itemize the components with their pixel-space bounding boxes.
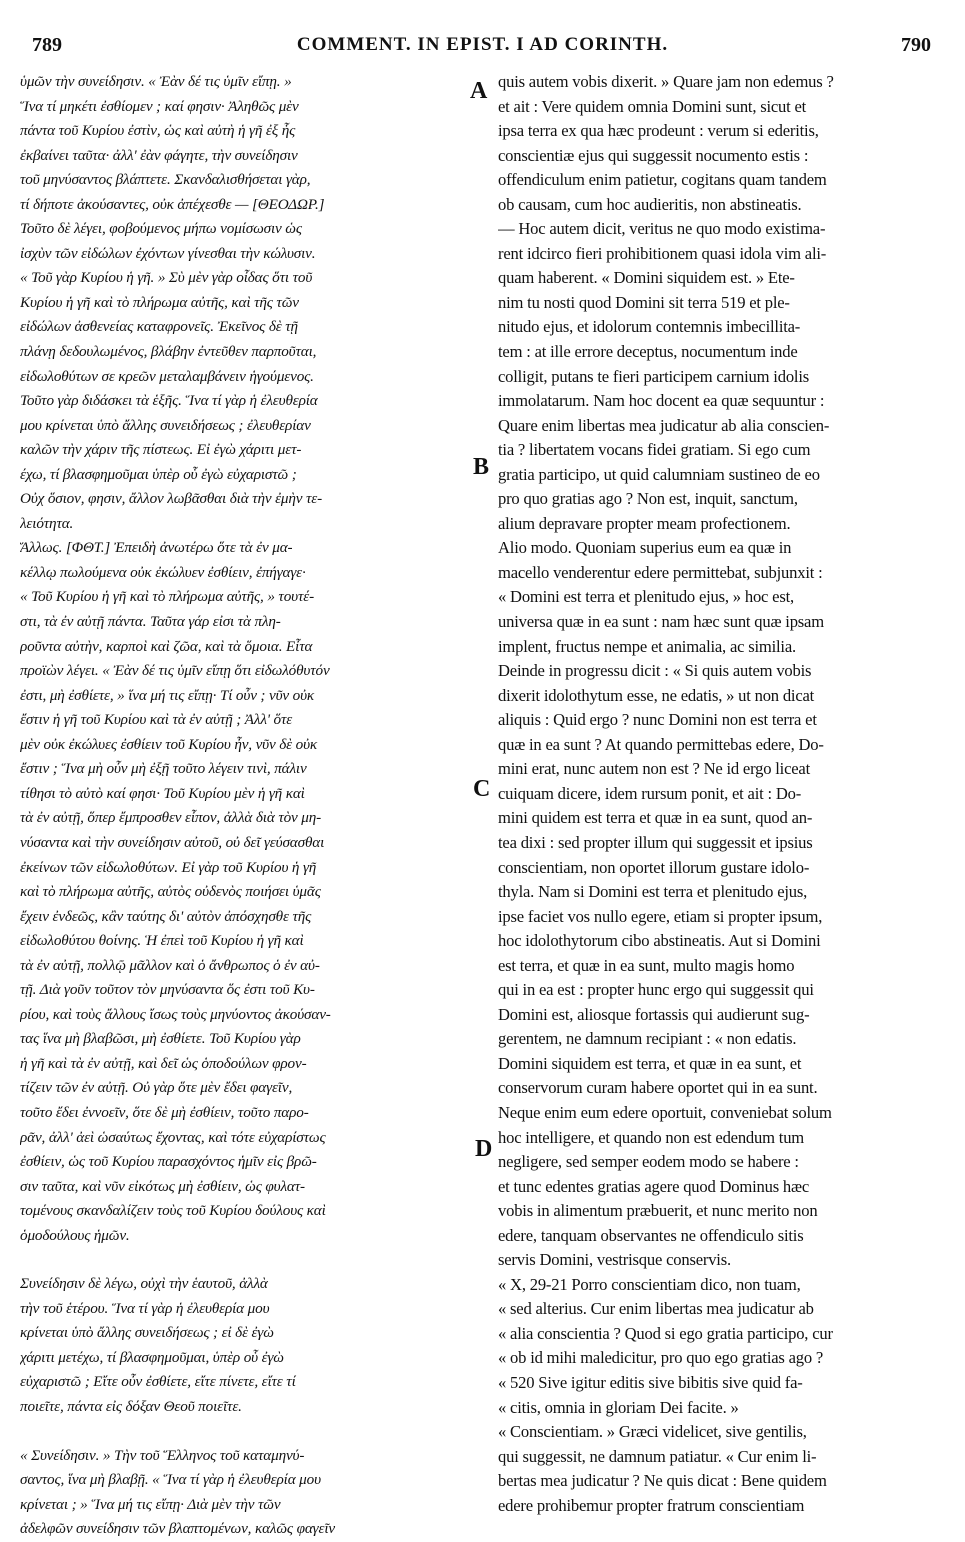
- greek-line: τοῦτο ἔδει ἐννοεῖν, ὅτε δὲ μὴ ἐσθίειν, τοῦτο παρο-: [20, 1103, 309, 1121]
- latin-line: « X, 29-21 Porro conscientiam dico, non tuam,: [498, 1274, 801, 1294]
- latin-line: Neque enim eum edere oportuit, conveniebat solum: [498, 1102, 832, 1122]
- greek-line: νύσαντα καὶ τὴν συνείδησιν αὐτοῦ, οὐ δεῖ γεύσασθαι: [20, 833, 325, 851]
- greek-line: εὐχαριστῶ ; Εἴτε οὖν ἐσθίετε, εἴτε πίνετε, εἴτε τί: [20, 1373, 296, 1391]
- running-header: [0, 34, 965, 60]
- greek-line: ἡ γῆ καὶ τὰ ἐν αὐτῇ, καὶ δεῖ ὡς ὁποδούλων φρον-: [20, 1054, 307, 1072]
- latin-line: qui suggessit, ne damnum patiatur. « Cur enim li-: [498, 1446, 817, 1466]
- greek-line: εἰδωλοθύτων σε κρεῶν μεταλαμβάνειν ἡγούμενος.: [20, 367, 314, 385]
- latin-line: — Hoc autem dicit, veritus ne quo modo existima-: [498, 219, 826, 239]
- latin-line: Domini est, aliosque fortassis qui audierunt sug-: [498, 1004, 810, 1024]
- greek-line: χάριτι μετέχω, τί βλασφημοῦμαι, ὑπὲρ οὗ ἐγὼ: [20, 1348, 284, 1366]
- greek-line: τοῦ μηνύσαντος βλάπτετε. Σκανδαλισθήσεται γὰρ,: [20, 171, 311, 189]
- latin-line: conservorum curam habere oportet qui in ea sunt.: [498, 1078, 818, 1098]
- greek-line: τῇ. Διὰ γοῦν τοῦτον τὸν μηνύσαντα ὅς ἐστι τοῦ Κυ-: [20, 981, 315, 999]
- latin-line: offendiculum enim patietur, cogitans quam tandem: [498, 170, 827, 190]
- block-gap: [20, 1420, 476, 1444]
- latin-line: Deinde in progressu dicit : « Si quis autem vobis: [498, 661, 812, 681]
- greek-line: τὴν τοῦ ἑτέρου. Ἵνα τί γὰρ ἡ ἐλευθερία μου: [20, 1299, 270, 1317]
- greek-block: [20, 1444, 476, 1542]
- latin-line: « Domini est terra et plenitudo ejus, » hoc est,: [498, 587, 794, 607]
- greek-line: μου κρίνεται ὑπὸ ἄλλης συνειδήσεως ; ἐλευθερίαν: [20, 416, 311, 434]
- greek-line: ἰσχὺν τῶν εἰδώλων ἐχόντων γίνεσθαι τὴν κώλυσιν.: [20, 244, 316, 262]
- greek-line: καλῶν τὴν χάριν τῆς πίστεως. Εἰ ἐγὼ χάριτι μετ-: [20, 441, 302, 459]
- latin-line: « alia conscientia ? Quod si ego gratia participo, cur: [498, 1323, 833, 1343]
- latin-line: vobis in alimentum præbuerit, et nunc merito non: [498, 1201, 818, 1221]
- greek-line: τίζειν τῶν ἐν αὐτῇ. Οὐ γὰρ ὅτε μὲν ἔδει φαγεῖν,: [20, 1079, 293, 1097]
- page-number-left: 789: [32, 34, 62, 56]
- greek-line: ἐστι, μὴ ἐσθίετε, » ἵνα μή τις εἴπῃ· Τί οὖν ; νῦν οὐκ: [20, 686, 315, 704]
- latin-line: tia ? libertatem vocans fidei gratiam. Si ego cum: [498, 440, 811, 460]
- greek-column: [20, 70, 476, 1542]
- greek-line: ὁμοδούλους ἡμῶν.: [20, 1226, 130, 1244]
- latin-line: est terra, et quæ in ea sunt, multo magis homo: [498, 955, 795, 975]
- greek-line: « Συνείδησιν. » Τὴν τοῦ Ἕλληνος τοῦ καταμηνύ-: [20, 1446, 305, 1464]
- greek-block: [20, 1272, 476, 1419]
- greek-line: « Τοῦ Κυρίου ἡ γῆ καὶ τὸ πλήρωμα αὐτῆς, » τουτέ-: [20, 588, 315, 606]
- greek-line: ἔχειν ἐνδεῶς, κἂν ταύτης δι' αὐτὸν ἀπόσχησθε τῆς: [20, 907, 312, 925]
- greek-line: τὰ ἐν αὐτῇ, ὅπερ ἔμπροσθεν εἶπον, ἀλλὰ διὰ τὸν μη-: [20, 809, 322, 827]
- latin-line: thyla. Nam si Domini est terra et plenitudo ejus,: [498, 882, 808, 902]
- latin-line: Alio modo. Quoniam superius eum ea quæ in: [498, 538, 792, 558]
- latin-line: bertas mea judicatur ? Ne quis dicat : Bene quidem: [498, 1471, 827, 1491]
- greek-line: κρίνεται ; » Ἵνα μή τις εἴπῃ· Διὰ μὲν τὴν τῶν: [20, 1495, 281, 1513]
- greek-block: [20, 70, 476, 1248]
- latin-line: quam haberent. « Domini siquidem est. » Ete-: [498, 268, 795, 288]
- page-number-right: 790: [901, 34, 931, 56]
- latin-line: quæ in ea sunt ? At quando permittebas edere, Do-: [498, 734, 824, 754]
- greek-line: Οὐχ ὅσιον, φησιν, ἄλλον λωβᾶσθαι διὰ τὴν ἐμὴν τε-: [20, 490, 323, 508]
- latin-line: hoc intelligere, et quando non est edendum tum: [498, 1127, 805, 1147]
- greek-line: ἔστιν ἡ γῆ τοῦ Κυρίου καὶ τὰ ἐν αὐτῇ ; Ἀλλ' ὅτε: [20, 711, 293, 729]
- greek-line: σιν ταῦτα, καὶ νῦν εἰκότως μὴ ἐσθίειν, ὡς φυλατ-: [20, 1177, 305, 1195]
- latin-line: hoc idolothytorum cibo abstineatis. Aut si Domini: [498, 931, 821, 951]
- running-title: COMMENT. IN EPIST. I AD CORINTH.: [296, 34, 669, 55]
- latin-line: aliquis : Quid ergo ? nunc Domini non est terra et: [498, 710, 817, 730]
- latin-line: ipsa terra ex qua hæc prodeunt : verum si ederitis,: [498, 121, 819, 141]
- latin-column: [498, 70, 928, 1518]
- greek-line: τί δήποτε ἀκούσαντες, οὐκ ἀπέχεσθε — [ΘΕΟΔΩΡ.]: [20, 195, 325, 213]
- greek-line: πλάνῃ δεδουλωμένος, βλάβην ἐντεῦθεν παρποῦται,: [20, 343, 317, 361]
- greek-line: τὰ ἐν αὐτῇ, πολλῷ μᾶλλον καὶ ὁ ἄνθρωπος ὁ ἐν αὐ-: [20, 956, 320, 974]
- greek-line: μὲν οὐκ ἐκώλυες ἐσθίειν τοῦ Κυρίου ἦν, νῦν δὲ οὐκ: [20, 735, 318, 753]
- section-marker-d: D: [475, 1136, 493, 1162]
- greek-line: καὶ τὸ πλήρωμα αὐτῆς, αὐτὸς οὐδενὸς ποιήσει ὑμᾶς: [20, 883, 321, 901]
- greek-line: προϊὼν λέγει. « Ἐὰν δέ τις ὑμῖν εἴπῃ ὅτι εἰδωλόθυτόν: [20, 662, 330, 680]
- section-marker-c: C: [473, 776, 491, 802]
- greek-line: τομένους σκανδαλίζειν τοὺς τοῦ Κυρίου δούλους καὶ: [20, 1202, 326, 1220]
- latin-line: rent idcirco fieri prohibitionem quasi idola vim ali-: [498, 243, 827, 263]
- latin-line: gratia participo, ut quid calumniam sustineo de eo: [498, 464, 820, 484]
- latin-line: implent, fructus nempe et animalia, ac similia.: [498, 636, 796, 656]
- greek-line: κέλλῳ πωλούμενα οὐκ ἐκώλυεν ἐσθίειν, ἐπήγαγε·: [20, 563, 306, 581]
- latin-line: negligere, sed semper eodem modo se habere :: [498, 1152, 799, 1172]
- latin-line: pro quo gratias ago ? Non est, inquit, sanctum,: [498, 489, 798, 509]
- greek-line: σαντος, ἵνα μὴ βλαβῇ. « Ἵνα τί γὰρ ἡ ἐλευθερία μου: [20, 1471, 321, 1489]
- latin-line: dixerit idolothytum esse, ne edatis, » ut non dicat: [498, 685, 815, 705]
- latin-line: tem : at ille errore deceptus, nocumentum inde: [498, 342, 798, 362]
- greek-line: Τοῦτο γὰρ διδάσκει τὰ ἑξῆς. Ἵνα τί γὰρ ἡ ἐλευθερία: [20, 392, 318, 410]
- greek-line: ρᾶν, ἀλλ' ἀεὶ ὡσαύτως ἔχοντας, καὶ τότε εὐχαρίστως: [20, 1128, 326, 1146]
- latin-line: nim tu nosti quod Domini sit terra 519 et ple-: [498, 292, 790, 312]
- greek-line: εἰδώλων ἀσθενείας καταφρονεῖς. Ἐκεῖνος δὲ τῇ: [20, 318, 298, 336]
- greek-line: ρίου, καὶ τοὺς ἄλλους ἴσως τοὺς μηνύοντος ἀκούσαν-: [20, 1005, 331, 1023]
- latin-line: ob causam, cum hoc audieritis, non abstineatis.: [498, 194, 802, 214]
- greek-line: Συνείδησιν δὲ λέγω, οὐχὶ τὴν ἑαυτοῦ, ἀλλὰ: [20, 1275, 268, 1293]
- latin-line: conscientiam, non oportet illorum gustare idolo-: [498, 857, 810, 877]
- latin-line: « ob id mihi maledicitur, pro quo ego gratias ago ?: [498, 1348, 824, 1368]
- latin-line: et ait : Vere quidem omnia Domini sunt, sicut et: [498, 96, 807, 116]
- latin-line: qui in ea est : propter hunc ergo qui suggessit qui: [498, 980, 814, 1000]
- latin-line: cuiquam dicere, idem rursum ponit, et ait : Do-: [498, 783, 802, 803]
- section-marker-b: B: [473, 454, 490, 480]
- latin-line: Domini siquidem est terra, et quæ in ea sunt, et: [498, 1053, 802, 1073]
- latin-line: et tunc edentes gratias agere quod Dominus hæc: [498, 1176, 810, 1196]
- greek-line: ἐκβαίνει ταῦτα· ἀλλ' ἐὰν φάγητε, τὴν συνείδησιν: [20, 146, 298, 164]
- greek-line: πάντα τοῦ Κυρίου ἐστὶν, ὡς καὶ αὐτὴ ἡ γῆ ἐξ ἧς: [20, 122, 296, 140]
- latin-line: mini quidem est terra et quæ in ea sunt, quod an-: [498, 808, 813, 828]
- latin-line: universa quæ in ea sunt : nam hæc sunt quæ ipsam: [498, 612, 824, 632]
- latin-line: nitudo ejus, et idolorum contemnis imbecillita-: [498, 317, 801, 337]
- greek-line: ποιεῖτε, πάντα εἰς δόξαν Θεοῦ ποιεῖτε.: [20, 1397, 242, 1415]
- greek-line: ὑμῶν τὴν συνείδησιν. « Ἐὰν δέ τις ὑμῖν εἴπῃ. »: [20, 73, 292, 90]
- latin-line: edere, tanquam observantes ne offendiculo sitis: [498, 1225, 804, 1245]
- latin-line: servis Domini, vestrisque conservis.: [498, 1250, 731, 1270]
- latin-line: alium depravare propter meam profectionem.: [498, 513, 791, 533]
- latin-line: ipse faciet vos nullo egere, etiam si propter ipsum,: [498, 906, 823, 926]
- latin-line: « Conscientiam. » Græci videlicet, sive gentilis,: [498, 1422, 807, 1442]
- latin-line: edere prohibemur propter fratrum conscientiam: [498, 1495, 805, 1515]
- latin-line: « citis, omnia in gloriam Dei facite. »: [498, 1397, 739, 1417]
- latin-line: colligit, putans te fieri participem carnium idolis: [498, 366, 809, 386]
- latin-line: « 520 Sive igitur editis sive bibitis sive quid fa-: [498, 1372, 803, 1392]
- greek-line: ἔστιν ; Ἵνα μὴ οὖν μὴ ἐξῇ τοῦτο λέγειν τινὶ, πάλιν: [20, 760, 307, 778]
- greek-line: ἐκείνων τῶν εἰδωλοθύτων. Εἰ γὰρ τοῦ Κυρίου ἡ γῆ: [20, 858, 317, 876]
- block-gap: [20, 1248, 476, 1272]
- greek-line: « Τοῦ γὰρ Κυρίου ἡ γῆ. » Σὺ μὲν γὰρ οἶδας ὅτι τοῦ: [20, 269, 313, 287]
- greek-line: τας ἵνα μὴ βλαβῶσι, μὴ ἐσθίετε. Τοῦ Κυρίου γὰρ: [20, 1030, 301, 1048]
- greek-line: έχω, τί βλασφημοῦμαι ὑπὲρ οὗ ἐγὼ εὐχαριστῶ ;: [20, 465, 297, 483]
- greek-line: ἐσθίειν, ὡς τοῦ Κυρίου παρασχόντος ἡμῖν εἰς βρῶ-: [20, 1153, 317, 1171]
- greek-line: Τοῦτο δὲ λέγει, φοβούμενος μήπω νομίσωσιν ὡς: [20, 220, 302, 238]
- greek-line: λειότητα.: [20, 514, 74, 532]
- greek-line: στι, τὰ ἐν αὐτῇ πάντα. Ταῦτα γάρ εἰσι τὰ πλη-: [20, 613, 281, 631]
- latin-line: quis autem vobis dixerit. » Quare jam non edemus ?: [498, 72, 834, 91]
- greek-line: ροῦντα αὐτὴν, καρποὶ καὶ ζῶα, καὶ τὰ ὅμοια. Εἶτα: [20, 637, 313, 655]
- greek-line: εἰδωλοθύτου θοίνης. Ἡ ἐπεὶ τοῦ Κυρίου ἡ γῆ καὶ: [20, 932, 304, 950]
- latin-line: tea dixi : sed propter illum qui suggessit et ipsius: [498, 832, 813, 852]
- latin-line: Quare enim libertas mea judicatur ab alia conscien-: [498, 415, 830, 435]
- latin-line: « sed alterius. Cur enim libertas mea judicatur ab: [498, 1299, 814, 1319]
- greek-line: Ἵνα τί μηκέτι ἐσθίομεν ; καί φησιν· Ἀληθῶς μὲν: [20, 97, 299, 115]
- greek-line: ἀδελφῶν συνείδησιν τῶν βλαπτομένων, καλῶς φαγεῖν: [20, 1520, 335, 1538]
- section-marker-a: A: [470, 78, 488, 104]
- latin-line: mini erat, nunc autem non est ? Ne id ergo liceat: [498, 759, 810, 779]
- latin-line: macello venderentur edere permittebat, subjunxit :: [498, 562, 823, 582]
- greek-line: Ἄλλως. [ΦΘΤ.] Ἐπειδὴ ἀνωτέρω ὅτε τὰ ἐν μα-: [20, 539, 293, 557]
- greek-line: τίθησι τὸ αὐτὸ καί φησι· Τοῦ Κυρίου μὲν ἡ γῆ καὶ: [20, 784, 305, 802]
- greek-line: Κυρίου ἡ γῆ καὶ τὸ πλήρωμα αὐτῆς, καὶ τῆς τῶν: [20, 293, 299, 311]
- latin-line: conscientiæ ejus qui suggessit nocumento estis :: [498, 145, 809, 165]
- greek-line: κρίνεται ὑπὸ ἄλλης συνειδήσεως ; εἰ δὲ ἐγὼ: [20, 1324, 274, 1342]
- latin-line: immolatarum. Nam hoc docent ea quæ sequuntur :: [498, 391, 825, 411]
- latin-line: gerentem, ne damnum recipiant : « non edatis.: [498, 1029, 797, 1049]
